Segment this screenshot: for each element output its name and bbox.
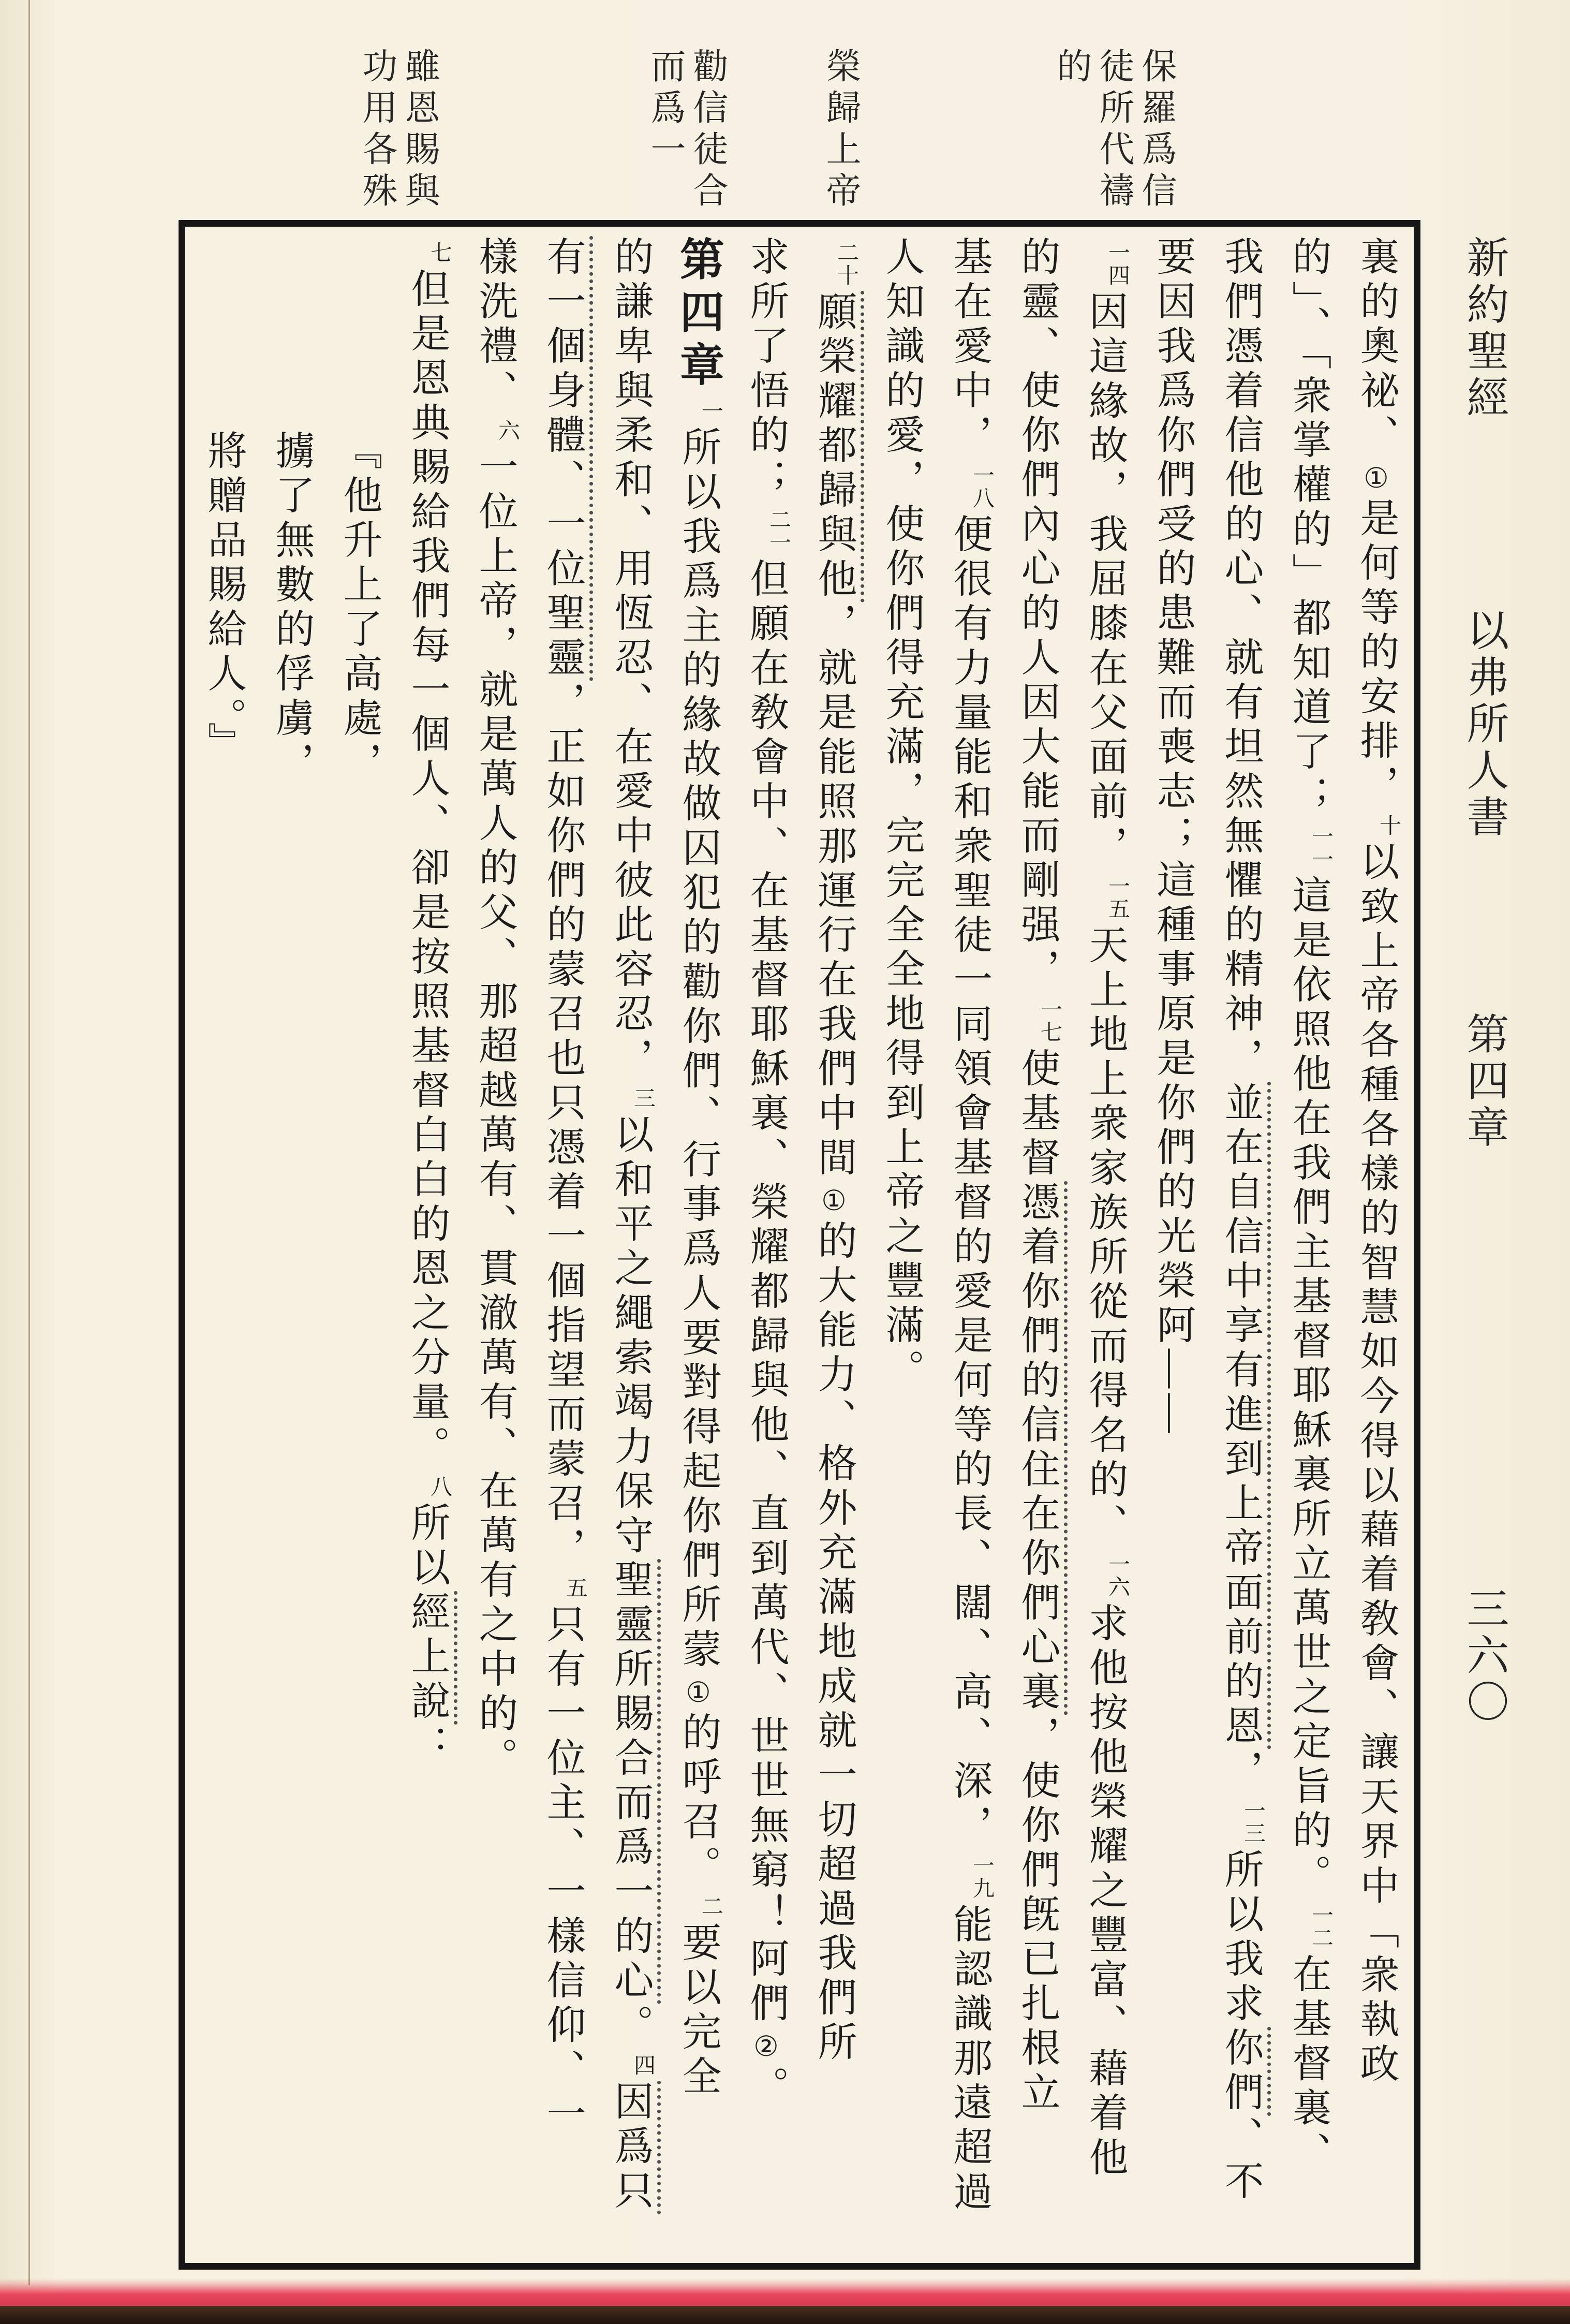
body-text: ，就是能照那運行在我們中間 xyxy=(812,602,855,1181)
body-text: 的呼召。 xyxy=(676,1712,720,1890)
text-column xyxy=(1274,236,1342,2249)
body-text: 所以 xyxy=(405,1502,449,1591)
emphasized-text: 有一個身體、一位聖靈 xyxy=(541,236,593,681)
body-text: 能認識那遠超過 xyxy=(947,1904,991,2215)
footnote-marker: ② xyxy=(750,2030,781,2063)
page-fold-line xyxy=(28,0,30,2285)
verse-number: 一 xyxy=(699,400,722,422)
body-text: 這是依照他在我們主基督耶穌裏所立萬世之定旨的。 xyxy=(1286,875,1330,1899)
text-column xyxy=(664,236,732,2249)
body-text: 便很有力量能和衆聖徒一同領會基督的愛是何等的長、闊、高、深， xyxy=(947,513,991,1849)
body-text: 求他按他榮耀之豐富、藉着他 xyxy=(1083,1602,1127,2181)
body-text: 我們憑着信他的心、就有坦然無懼的精神， xyxy=(1219,236,1262,1082)
emphasized-text: 因爲只 xyxy=(609,2081,661,2214)
text-column xyxy=(1206,236,1274,2249)
running-head xyxy=(1453,236,1515,1995)
body-text: 一位上帝，就是萬人的父、那超越萬有、貫澈萬有、在萬有之中的。 xyxy=(473,446,516,1782)
body-text: 使基督 xyxy=(1015,1048,1059,1181)
body-text: 裏的奧祕、 xyxy=(1354,236,1398,459)
body-text: 樣洗禮、 xyxy=(473,236,516,414)
book-title: 新約聖經 xyxy=(1461,236,1508,422)
body-text: 擄了無數的俘虜， xyxy=(270,430,313,786)
body-text: 是何等的安排， xyxy=(1354,497,1398,809)
verse-number: 一七 xyxy=(1038,998,1061,1043)
text-column xyxy=(799,236,867,2249)
footnote-marker: ① xyxy=(818,1184,849,1217)
verse-number: 一八 xyxy=(970,464,994,509)
text-column xyxy=(189,236,257,2249)
body-text: 所以我求 xyxy=(1219,1849,1262,2027)
verse-number: 八 xyxy=(427,1475,451,1498)
body-text: 求所了悟的； xyxy=(744,236,788,503)
body-text: 的靈、使你們內心的人因大能而剛强， xyxy=(1015,236,1059,993)
verse-number: 五 xyxy=(563,1577,587,1599)
verse-number: 一二 xyxy=(1309,1904,1332,1949)
body-text: 要以完全 xyxy=(676,1922,720,2100)
text-columns xyxy=(189,236,1410,2254)
emphasized-text: 願榮耀都歸與他 xyxy=(812,291,864,602)
verse-number: 二一 xyxy=(766,508,790,554)
body-text: ： xyxy=(405,1725,449,1769)
body-text: ，使你們旣已扎根立 xyxy=(1015,1715,1059,2116)
verse-number: 一四 xyxy=(1105,241,1129,287)
body-text: 以致上帝各種各樣的智慧如今得以藉着敎會、讓天界中「衆執政 xyxy=(1354,841,1398,2087)
chapter-label: 第四章 xyxy=(1461,1012,1508,1152)
page-number: 三六〇 xyxy=(1461,1586,1508,1726)
text-column xyxy=(935,236,1003,2249)
verse-number: 三 xyxy=(631,1087,655,1110)
margin-note-exhort-unity: 勸信徒合而爲一 xyxy=(646,48,728,213)
emphasized-text: 經上說 xyxy=(405,1591,457,1725)
chapter-heading: 第四章 xyxy=(673,236,723,394)
body-text: 的謙卑與柔和、用恆忍、在愛中彼此容忍， xyxy=(609,236,652,1082)
footnote-marker: ① xyxy=(1360,462,1391,494)
text-column xyxy=(596,236,664,2249)
body-text: 因這緣故，我屈膝在父面前， xyxy=(1083,291,1127,870)
emphasized-text: 憑着你們的信住在你們心裏 xyxy=(1015,1181,1068,1715)
text-column xyxy=(1342,236,1410,2249)
verse-number: 一一 xyxy=(1309,825,1332,871)
text-column xyxy=(461,236,528,2249)
book-cover-edge xyxy=(0,2306,1570,2324)
text-column xyxy=(325,236,393,2249)
body-text: 所以我爲主的緣故做囚犯的勸你們、行事爲人要對得起你們所蒙 xyxy=(676,426,720,1673)
text-column xyxy=(528,236,596,2249)
body-text: 但願在敎會中、在基督耶穌裏、榮耀都歸與他、直到萬代、世世無窮！阿們 xyxy=(744,558,788,2027)
text-column xyxy=(1071,236,1138,2249)
verse-number: 一九 xyxy=(970,1854,994,1900)
verse-number: 一五 xyxy=(1105,875,1129,920)
margin-note-glory-to-god: 榮歸上帝 xyxy=(821,48,861,213)
text-column xyxy=(732,236,799,2249)
verse-number: 六 xyxy=(495,419,519,442)
page-edge-red-dye xyxy=(0,2278,1570,2307)
text-column xyxy=(867,236,935,2249)
verse-number: 四 xyxy=(631,2054,655,2077)
verse-number: 十 xyxy=(1376,814,1400,837)
verse-number: 二 xyxy=(699,1895,722,1918)
margin-note-gifts-differ: 雖恩賜與功用各殊 xyxy=(358,48,439,213)
body-text: 但是恩典賜給我們每一個人、卻是按照基督白白的恩之分量。 xyxy=(405,268,449,1470)
body-text: ， xyxy=(1219,1749,1262,1794)
body-text: 在基督裏、 xyxy=(1286,1953,1330,2176)
footnote-marker: ① xyxy=(683,1676,714,1709)
body-text: 的大能力、格外充滿地成就一切超過我們所 xyxy=(812,1220,855,2066)
verse-number: 一六 xyxy=(1105,1553,1129,1598)
body-text: 。 xyxy=(609,2004,652,2049)
body-text: 的」、「衆掌權的」都知道了； xyxy=(1286,236,1330,820)
body-text: 、不 xyxy=(1219,2116,1262,2205)
verse-number: 七 xyxy=(427,241,451,264)
body-text: 只有一位主、一樣信仰、一 xyxy=(541,1604,584,2138)
margin-note-pauls-intercession: 保羅爲信徒所代禱的 xyxy=(1052,48,1176,213)
body-text: 基在愛中， xyxy=(947,236,991,459)
verse-number: 一三 xyxy=(1241,1799,1265,1845)
text-column xyxy=(1138,236,1206,2249)
body-text: 『他升上了高處， xyxy=(337,430,381,786)
body-text: 人知識的愛，使你們得充滿，完完全全地得到上帝之豐滿。 xyxy=(880,236,923,1393)
body-text: ，正如你們的蒙召也只憑着一個指望而蒙召， xyxy=(541,681,584,1571)
text-frame xyxy=(179,220,1420,2270)
body-text: 要因我爲你們受的患難而喪志；這種事原是你們的光榮阿—— xyxy=(1151,236,1194,1438)
body-text: 將贈品賜給人。』 xyxy=(202,430,245,767)
emphasized-text: 你們 xyxy=(1219,2027,1271,2116)
text-column xyxy=(1003,236,1071,2249)
body-text: 天上地上衆家族所從而得名的、 xyxy=(1083,924,1127,1548)
text-column xyxy=(393,236,461,2249)
text-column xyxy=(257,236,325,2249)
verse-number: 二十 xyxy=(834,241,858,287)
emphasized-text: 並在自信中享有進到上帝面前的恩 xyxy=(1219,1082,1271,1749)
emphasized-text: 聖靈所賜合而爲一的心 xyxy=(609,1559,661,2004)
body-text: 。 xyxy=(744,2066,788,2110)
body-text: 以和平之繩索竭力保守 xyxy=(609,1114,652,1559)
section-title: 以弗所人書 xyxy=(1461,608,1508,841)
